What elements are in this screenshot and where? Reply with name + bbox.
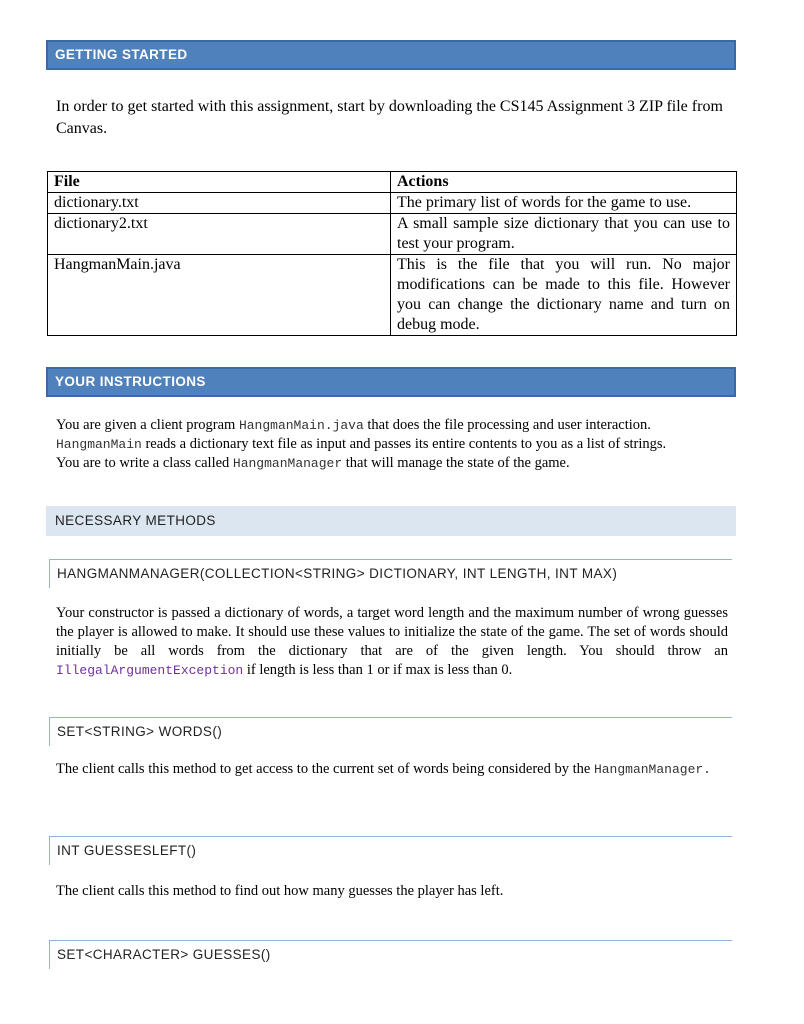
method-signature: HANGMANMANAGER(COLLECTION<STRING> DICTIONARY, INT LENGTH, INT MAX): [57, 566, 618, 581]
text-segment: You are given a client program: [56, 417, 236, 433]
column-header-actions: Actions: [391, 172, 737, 193]
table-row: [48, 193, 737, 214]
text-segment: that does the file processing and user interaction.: [367, 417, 651, 433]
code-hangmanmanager: HangmanManager: [232, 456, 343, 471]
code-hangmanmain-java: HangmanMain.java: [238, 418, 364, 433]
instructions-paragraph: [56, 416, 746, 473]
file-cell: dictionary2.txt: [48, 214, 391, 255]
text-segment: reads a dictionary text file as input and passes its entire contents to you as a list of strings.: [145, 436, 667, 452]
action-cell: A small sample size dictionary that you can use to test your program.: [391, 214, 737, 255]
code-hangmanmain: HangmanMain: [56, 437, 142, 452]
subsection-title: NECESSARY METHODS: [55, 513, 216, 528]
necessary-methods-header: [46, 506, 736, 536]
code-illegalargumentexception: IllegalArgumentException: [56, 663, 244, 678]
method-heading-guesses: [49, 940, 732, 969]
method-signature: SET<CHARACTER> GUESSES(): [57, 947, 271, 962]
table-row: [48, 255, 737, 336]
table-row: [48, 214, 737, 255]
section-title: GETTING STARTED: [55, 47, 188, 62]
table-header-row: [48, 172, 737, 193]
method-description-words: [56, 760, 728, 779]
section-title: YOUR INSTRUCTIONS: [55, 374, 206, 389]
method-signature: INT GUESSESLEFT(): [57, 843, 197, 858]
action-cell: This is the file that you will run. No major modifications can be made to this file. However you can change the dictionary name and turn on debug mode.: [391, 255, 737, 336]
code-hangmanmanager: HangmanManager.: [593, 762, 711, 777]
method-description-guessesleft: The client calls this method to find out how many guesses the player has left.: [56, 883, 504, 899]
intro-paragraph: In order to get started with this assignment, start by downloading the CS145 Assignment 3 ZIP file from Canvas.: [56, 98, 723, 137]
method-heading-words: [49, 717, 732, 746]
method-heading-guessesleft: [49, 836, 732, 865]
files-table: [47, 171, 737, 336]
text-segment: You are to write a class called: [56, 455, 230, 471]
getting-started-header: [46, 40, 736, 70]
text-segment: if length is less than 1 or if max is less than 0.: [246, 662, 513, 678]
method-signature: SET<STRING> WORDS(): [57, 724, 223, 739]
file-cell: dictionary.txt: [48, 193, 391, 214]
method-description-constructor: [56, 604, 728, 680]
method-heading-constructor: [49, 559, 732, 588]
column-header-file: File: [48, 172, 391, 193]
instructions-header: [46, 367, 736, 397]
action-cell: The primary list of words for the game to use.: [391, 193, 737, 214]
text-segment: that will manage the state of the game.: [345, 455, 570, 471]
file-cell: HangmanMain.java: [48, 255, 391, 336]
text-segment: The client calls this method to get access to the current set of words being considered by the: [56, 761, 591, 777]
text-segment: Your constructor is passed a dictionary of words, a target word length and the maximum number of wrong guesses the player is allowed to make. It should use these values to initialize the state of the game. The set of words should initially be all words from the dictionary that are of the given length. You should throw an: [56, 605, 728, 659]
